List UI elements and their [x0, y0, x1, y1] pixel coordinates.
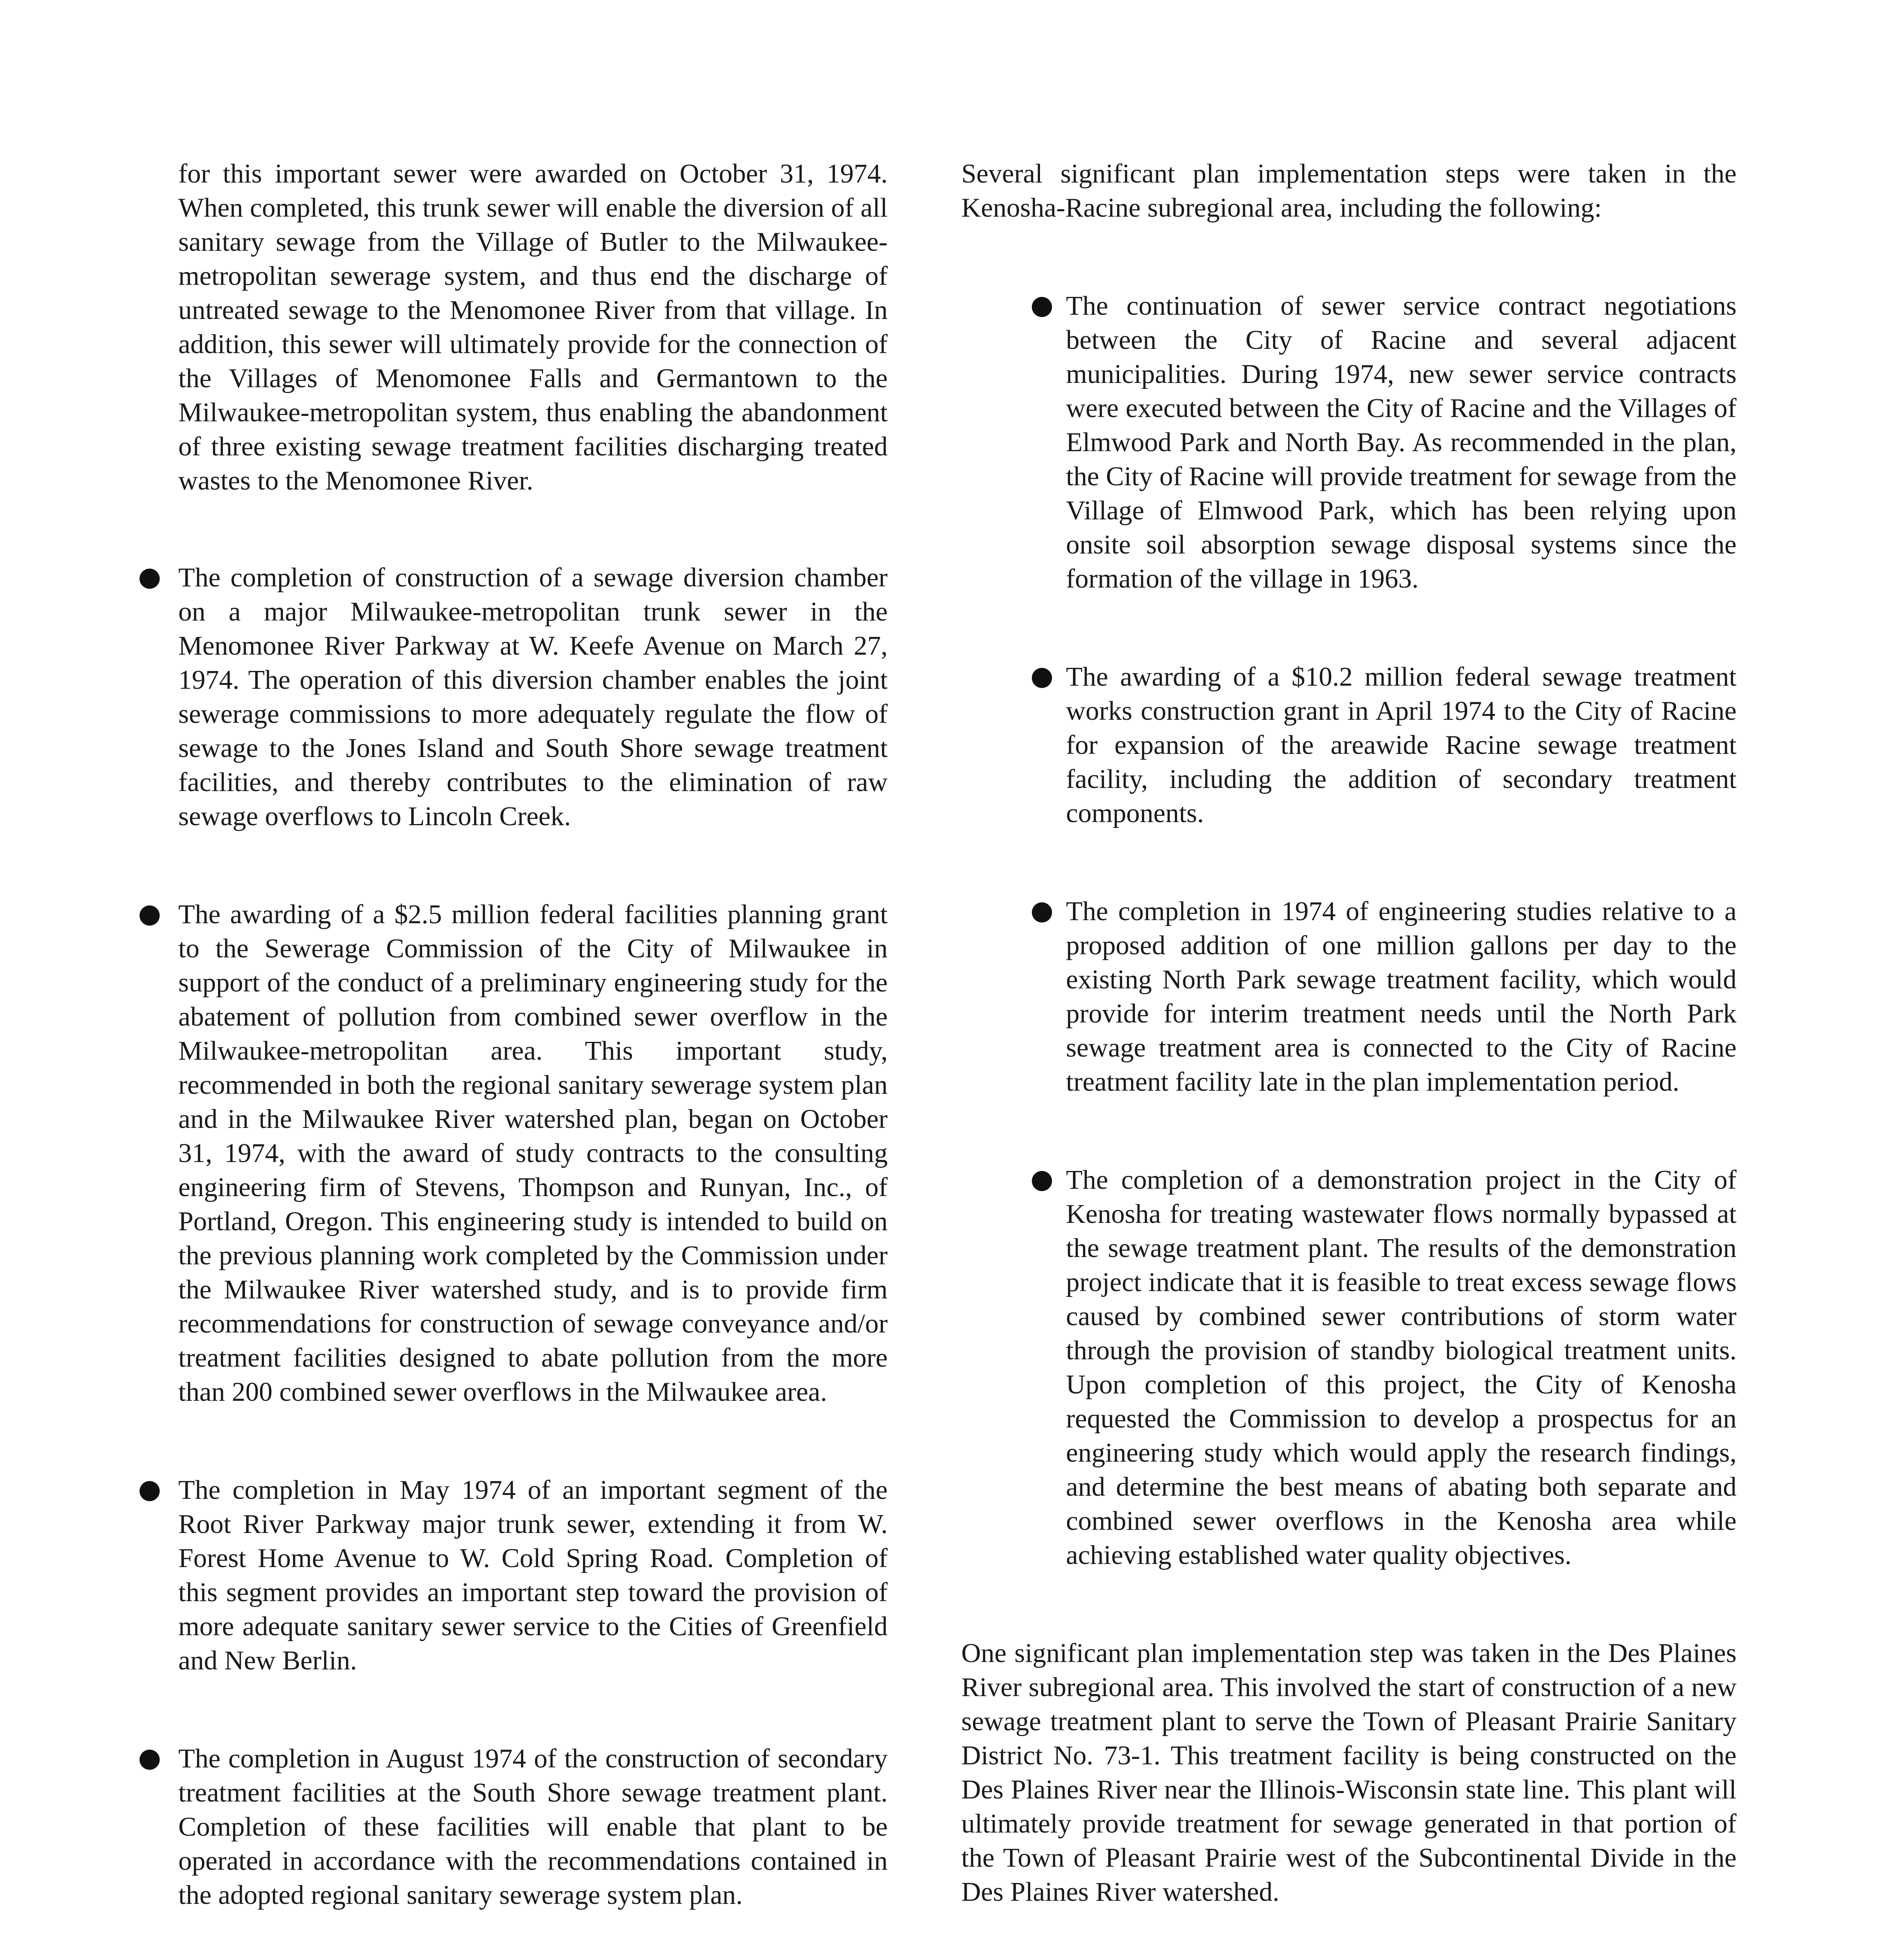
bullet-item-kenosha-demonstration-project [1066, 1163, 1737, 1572]
bullet-text: The continuation of sewer service contract negotiations between the City of Racine and several adjacent municipalities. During 1974, new sewer service contracts were executed between the City of Racine and the Villages of Elmwood Park and North Bay. As recommended in the plan, the City of Racine will provide treatment for sewage from the Village of Elmwood Park, which has been relying upon onsite soil absorption sewage disposal systems since the formation of the village in 1963. [1066, 291, 1737, 594]
bullet-dot-icon [1032, 902, 1052, 922]
bullet-text: The completion in May 1974 of an important segment of the Root River Parkway major trunk sewer, extending it from W. Forest Home Avenue to W. Cold Spring Road. Completion of this segment provides an important step toward the provision of more adequate sanitary sewer service to the Cities of Greenfield and New Berlin. [178, 1475, 888, 1676]
bullet-text: The awarding of a $10.2 million federal sewage treatment works construction grant in April 1974 to the City of Racine for expansion of the areawide Racine sewage treatment facility, including the addition of secondary treatment components. [1066, 662, 1737, 828]
bullet-dot-icon [1032, 1171, 1052, 1191]
bullet-item-racine-construction-grant [1066, 660, 1737, 831]
bullet-item-diversion-chamber [178, 561, 888, 834]
bullet-text: The awarding of a $2.5 million federal facilities planning grant to the Sewerage Commission of the City of Milwaukee in support of the conduct of a preliminary engineering study for the abatement of pollution from combined sewer overflow in the Milwaukee-metropolitan area. This important study, recommended in both the regional sanitary sewerage system plan and in the Milwaukee River watershed plan, began on October 31, 1974, with the award of study contracts to the consulting engineering firm of Stevens, Thompson and Runyan, Inc., of Portland, Oregon. This engineering study is intended to build on the previous planning work completed by the Commission under the Milwaukee River watershed study, and is to provide firm recommendations for construction of sewage conveyance and/or treatment facilities designed to abate pollution from the more than 200 combined sewer overflows in the Milwaukee area. [178, 900, 888, 1407]
bullet-text: The completion in August 1974 of the construction of secondary treatment facilities at the South Shore sewage treatment plant. Completion of these facilities will enable that plant to be operated in accordance with the recommendations contained in the adopted regional sanitary sewerage system plan. [178, 1744, 888, 1910]
kenosha-racine-intro: Several significant plan implementation steps were taken in the Kenosha-Racine subregional area, including the following: [961, 159, 1737, 223]
bullet-text: The completion in 1974 of engineering studies relative to a proposed addition of one million gallons per day to the existing North Park sewage treatment facility, which would provide for interim treatment needs until the North Park sewage treatment area is connected to the City of Racine treatment facility late in the plan implementation period. [1066, 897, 1737, 1097]
left-column [178, 0, 888, 1912]
bullet-dot-icon [140, 905, 160, 926]
bullet-item-root-river-trunk-sewer [178, 1473, 888, 1678]
bullet-item-facilities-planning-grant [178, 898, 888, 1409]
bullet-item-north-park-studies [1066, 895, 1737, 1099]
continued-paragraph: for this important sewer were awarded on October 31, 1974. When completed, this trunk sewer will enable the diversion of all sanitary sewage from the Village of Butler to the Milwaukee-metropolitan sewerage system, and thus end the discharge of untreated sewage to the Menomonee River from that village. In addition, this sewer will ultimately provide for the connection of the Villages of Menomonee Falls and Germantown to the Milwaukee-metropolitan system, thus enabling the abandonment of three existing sewage treatment facilities discharging treated wastes to the Menomonee River. [178, 159, 888, 496]
bullet-text: The completion of construction of a sewage diversion chamber on a major Milwaukee-metropolitan trunk sewer in the Menomonee River Parkway at W. Keefe Avenue on March 27, 1974. The operation of this diversion chamber enables the joint sewerage commissions to more adequately regulate the flow of sewage to the Jones Island and South Shore sewage treatment facilities, and thereby contributes to the elimination of raw sewage overflows to Lincoln Creek. [178, 563, 888, 831]
des-plaines-paragraph: One significant plan implementation step was taken in the Des Plaines River subregional area. This involved the start of construction of a new sewage treatment plant to serve the Town of Pleasant Prairie Sanitary District No. 73-1. This treatment facility is being constructed on the Des Plaines River near the Illinois-Wisconsin state line. This plant will ultimately provide treatment for sewage generated in that portion of the Town of Pleasant Prairie west of the Subcontinental Divide in the Des Plaines River watershed. [961, 1638, 1737, 1907]
bullet-dot-icon [140, 569, 160, 589]
bullet-item-south-shore-secondary-treatment [178, 1742, 888, 1912]
bullet-item-sewer-service-contracts [1066, 289, 1737, 596]
bullet-dot-icon [1032, 297, 1052, 317]
right-column [961, 0, 1737, 1938]
bullet-dot-icon [140, 1481, 160, 1501]
bullet-dot-icon [1032, 668, 1052, 688]
bullet-dot-icon [140, 1750, 160, 1770]
bullet-text: The completion of a demonstration project in the City of Kenosha for treating wastewater flows normally bypassed at the sewage treatment plant. The results of the demonstration project indicate that it is feasible to treat excess sewage flows caused by combined sewer contributions of storm water through the provision of standby biological treatment units. Upon completion of this project, the City of Kenosha requested the Commission to develop a prospectus for an engineering study which would apply the research findings, and determine the best means of abating both separate and combined sewer overflows in the Kenosha area while achieving established water quality objectives. [1066, 1165, 1737, 1570]
